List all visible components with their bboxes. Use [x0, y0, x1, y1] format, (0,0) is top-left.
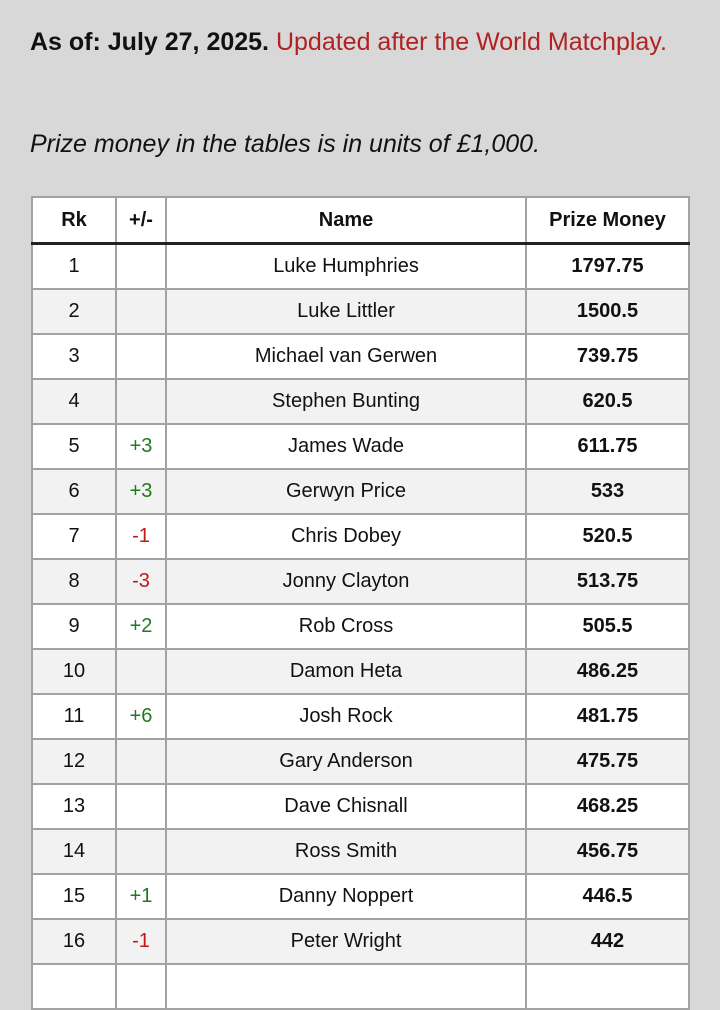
rank-cell: 13	[32, 784, 116, 829]
table-row	[32, 514, 689, 559]
prize-money-cell: 505.5	[526, 604, 689, 649]
change-cell	[116, 784, 166, 829]
table-row	[32, 244, 689, 290]
prize-money-cell: 1500.5	[526, 289, 689, 334]
table-row	[32, 649, 689, 694]
player-name-cell[interactable]: Michael van Gerwen	[166, 334, 526, 379]
change-cell	[116, 379, 166, 424]
change-cell	[116, 244, 166, 290]
as-of-date: As of: July 27, 2025.	[30, 28, 270, 56]
table-row	[32, 334, 689, 379]
column-header-name[interactable]: Name	[166, 197, 526, 244]
column-header-change[interactable]: +/-	[116, 197, 166, 244]
prize-money-cell: 486.25	[526, 649, 689, 694]
rank-cell: 4	[32, 379, 116, 424]
player-name-cell[interactable]: Peter Wright	[166, 919, 526, 964]
player-name-cell[interactable]: Danny Noppert	[166, 874, 526, 919]
rank-cell: 11	[32, 694, 116, 739]
change-cell: +1	[116, 874, 166, 919]
table-row	[32, 739, 689, 784]
table-row	[32, 559, 689, 604]
player-name-cell[interactable]: Luke Humphries	[166, 244, 526, 290]
prize-money-cell: 513.75	[526, 559, 689, 604]
change-cell	[116, 739, 166, 784]
rank-cell: 12	[32, 739, 116, 784]
player-name-cell[interactable]: Ross Smith	[166, 829, 526, 874]
change-cell: -3	[116, 559, 166, 604]
prize-money-cell	[526, 964, 689, 1009]
prize-money-cell: 475.75	[526, 739, 689, 784]
prize-money-cell: 442	[526, 919, 689, 964]
table-row	[32, 874, 689, 919]
change-cell	[116, 964, 166, 1009]
table-row	[32, 829, 689, 874]
rankings-body	[32, 244, 689, 1010]
update-note: Updated after the World Matchplay.	[275, 28, 667, 56]
player-name-cell[interactable]: Gerwyn Price	[166, 469, 526, 514]
player-name-cell[interactable]	[166, 964, 526, 1009]
player-name-cell[interactable]: Jonny Clayton	[166, 559, 526, 604]
table-row	[32, 379, 689, 424]
rank-cell: 2	[32, 289, 116, 334]
player-name-cell[interactable]: Chris Dobey	[166, 514, 526, 559]
change-cell: +3	[116, 424, 166, 469]
change-cell: +3	[116, 469, 166, 514]
prize-money-cell: 446.5	[526, 874, 689, 919]
rankings-table	[31, 196, 690, 1010]
player-name-cell[interactable]: Rob Cross	[166, 604, 526, 649]
prize-money-cell: 620.5	[526, 379, 689, 424]
column-header-rank[interactable]: Rk	[32, 197, 116, 244]
change-cell: +2	[116, 604, 166, 649]
rank-cell: 7	[32, 514, 116, 559]
rank-cell: 5	[32, 424, 116, 469]
prize-units-note: Prize money in the tables is in units of £1,000.	[30, 130, 541, 158]
table-row	[32, 964, 689, 1009]
update-header	[30, 25, 670, 59]
table-row	[32, 424, 689, 469]
change-cell	[116, 334, 166, 379]
table-row	[32, 289, 689, 334]
rank-cell	[32, 964, 116, 1009]
rank-cell: 3	[32, 334, 116, 379]
rank-cell: 6	[32, 469, 116, 514]
column-header-prize-money[interactable]: Prize Money	[526, 197, 689, 244]
player-name-cell[interactable]: Gary Anderson	[166, 739, 526, 784]
change-cell	[116, 829, 166, 874]
player-name-cell[interactable]: Stephen Bunting	[166, 379, 526, 424]
table-row	[32, 919, 689, 964]
player-name-cell[interactable]: James Wade	[166, 424, 526, 469]
player-name-cell[interactable]: Josh Rock	[166, 694, 526, 739]
rank-cell: 10	[32, 649, 116, 694]
prize-money-cell: 520.5	[526, 514, 689, 559]
change-cell	[116, 649, 166, 694]
prize-money-cell: 481.75	[526, 694, 689, 739]
change-cell: +6	[116, 694, 166, 739]
prize-money-cell: 611.75	[526, 424, 689, 469]
rank-cell: 9	[32, 604, 116, 649]
rank-cell: 8	[32, 559, 116, 604]
change-cell	[116, 289, 166, 334]
table-row	[32, 469, 689, 514]
prize-money-cell: 1797.75	[526, 244, 689, 290]
table-row	[32, 604, 689, 649]
player-name-cell[interactable]: Dave Chisnall	[166, 784, 526, 829]
rank-cell: 16	[32, 919, 116, 964]
change-cell: -1	[116, 514, 166, 559]
table-row	[32, 694, 689, 739]
rank-cell: 1	[32, 244, 116, 290]
prize-money-cell: 739.75	[526, 334, 689, 379]
table-header-row	[32, 197, 689, 244]
rank-cell: 14	[32, 829, 116, 874]
rank-cell: 15	[32, 874, 116, 919]
prize-money-cell: 468.25	[526, 784, 689, 829]
change-cell: -1	[116, 919, 166, 964]
prize-money-cell: 533	[526, 469, 689, 514]
player-name-cell[interactable]: Damon Heta	[166, 649, 526, 694]
table-row	[32, 784, 689, 829]
prize-money-cell: 456.75	[526, 829, 689, 874]
player-name-cell[interactable]: Luke Littler	[166, 289, 526, 334]
